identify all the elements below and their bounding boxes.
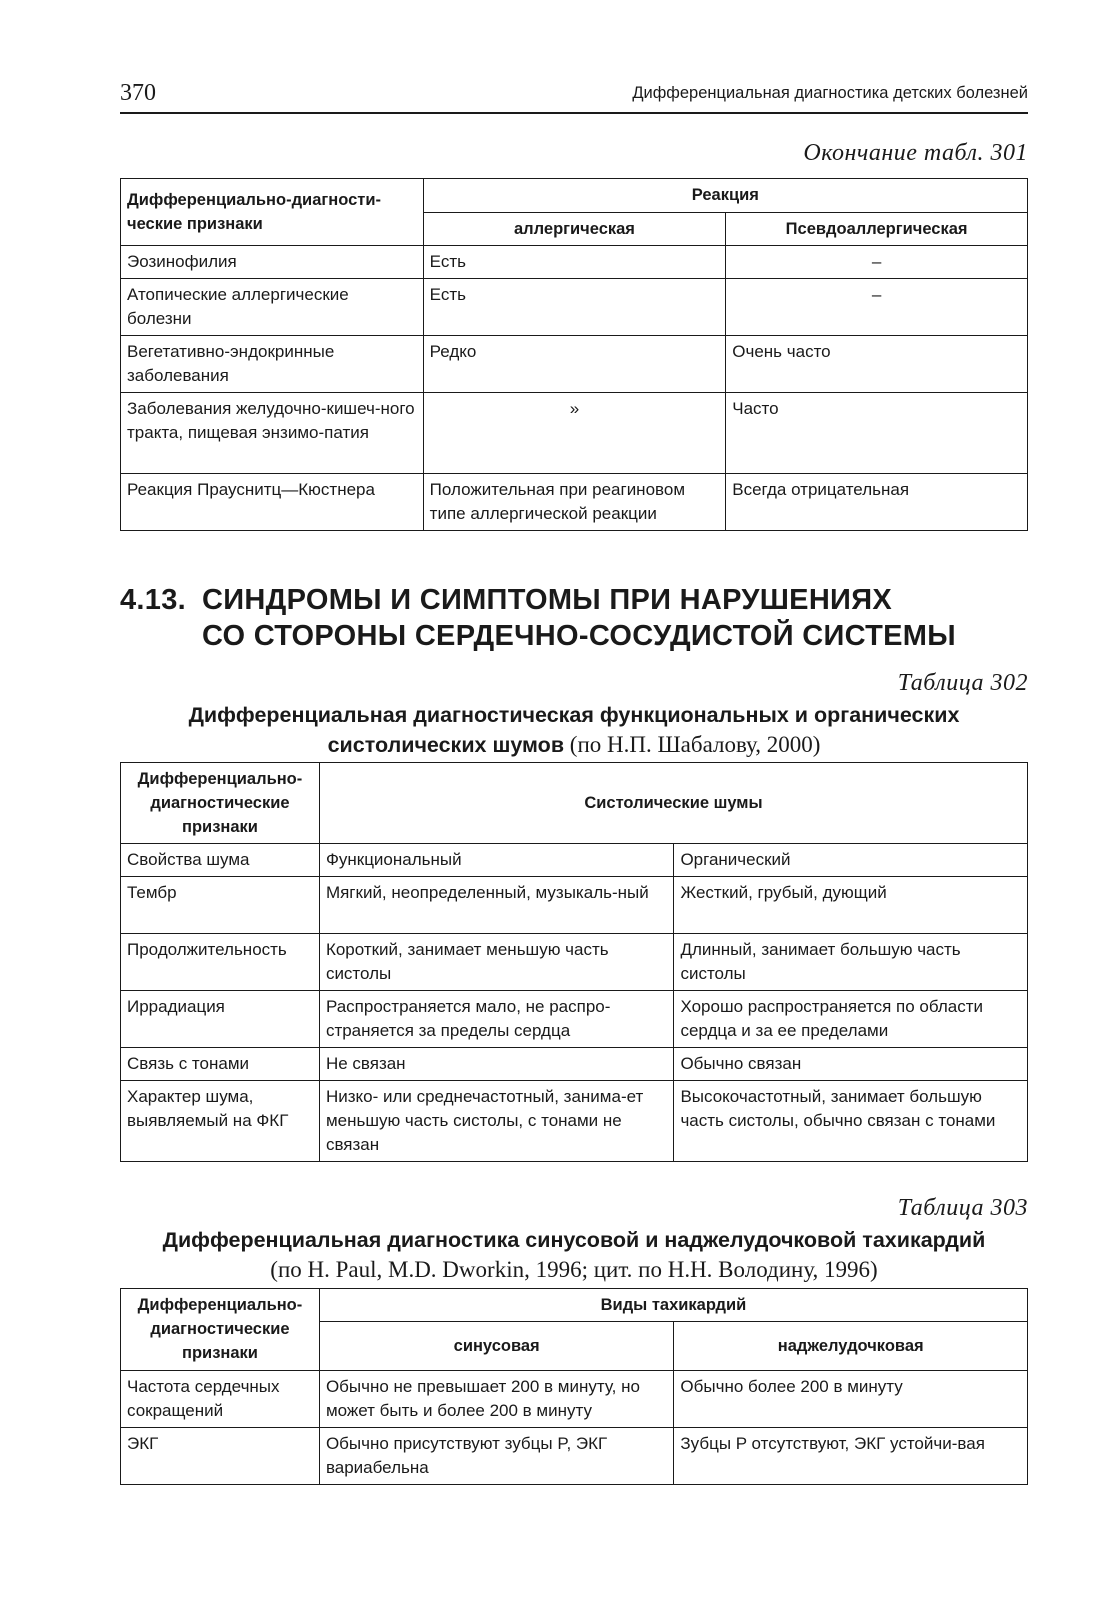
table-row	[121, 336, 1028, 393]
table-cell: Характер шума, выявляемый на ФКГ	[121, 1081, 320, 1162]
table-cell: Атопические аллергические болезни	[121, 279, 424, 336]
table-301-head-reaction: Реакция	[423, 179, 1027, 213]
table-303-head-sinus: синусовая	[319, 1322, 673, 1371]
running-head	[120, 78, 1028, 114]
table-302-title-line2: систолических шумов	[327, 733, 565, 757]
table-row	[121, 877, 1028, 934]
table-cell: Функциональный	[319, 844, 674, 877]
table-cell: Свойства шума	[121, 844, 320, 877]
section-number: 4.13.	[120, 584, 186, 616]
table-cell: »	[423, 393, 726, 474]
table-row	[121, 474, 1028, 531]
table-cell: Тембр	[121, 877, 320, 934]
table-cell: Высокочастотный, занимает большую часть систолы, обычно связан с тонами	[674, 1081, 1028, 1162]
section-title-line2: СО СТОРОНЫ СЕРДЕЧНО-СОСУДИСТОЙ СИСТЕМЫ	[202, 620, 956, 652]
table-302-title-line1: Дифференциальная диагностическая функциональных и органических	[188, 703, 960, 727]
section-title-line1: СИНДРОМЫ И СИМПТОМЫ ПРИ НАРУШЕНИЯХ	[202, 584, 892, 616]
table-row	[121, 393, 1028, 474]
table-cell: Распространяется мало, не распро-страняется за пределы сердца	[319, 991, 674, 1048]
table-cell: Обычно не превышает 200 в минуту, но может быть и более 200 в минуту	[319, 1371, 673, 1428]
table-302	[120, 762, 1028, 1162]
table-cell: Продолжительность	[121, 934, 320, 991]
table-cell: Хорошо распространяется по области сердца и за ее пределами	[674, 991, 1028, 1048]
table-302-caption: Таблица 302	[897, 670, 1028, 696]
table-cell: ЭКГ	[121, 1428, 320, 1485]
table-cell: Обычно более 200 в минуту	[674, 1371, 1028, 1428]
table-303-caption: Таблица 303	[897, 1195, 1028, 1221]
table-row	[121, 934, 1028, 991]
table-cell: Заболевания желудочно-кишеч-ного тракта, пищевая энзимо-патия	[121, 393, 424, 474]
table-303	[120, 1288, 1028, 1485]
table-cell: Мягкий, неопределенный, музыкаль-ный	[319, 877, 674, 934]
table-cell: Органический	[674, 844, 1028, 877]
table-row	[121, 991, 1028, 1048]
table-row	[121, 844, 1028, 877]
section-heading	[120, 582, 956, 654]
table-cell: Частота сердечных сокращений	[121, 1371, 320, 1428]
table-cell: Длинный, занимает большую часть систолы	[674, 934, 1028, 991]
table-cell: Редко	[423, 336, 726, 393]
table-row	[121, 1081, 1028, 1162]
table-303-title	[120, 1226, 1028, 1285]
table-301-head-allergic: аллергическая	[423, 212, 726, 246]
table-303-head-svt: наджелудочковая	[674, 1322, 1028, 1371]
table-cell: –	[726, 279, 1028, 336]
table-cell: Зубцы P отсутствуют, ЭКГ устойчи-вая	[674, 1428, 1028, 1485]
table-cell: Не связан	[319, 1048, 674, 1081]
table-cell: Положительная при реагиновом типе аллергической реакции	[423, 474, 726, 531]
table-302-head-feature: Дифференциально-диагностические признаки	[121, 763, 320, 844]
table-301-head-feature: Дифференциально-диагности-ческие признаки	[121, 179, 424, 246]
table-303-head-types: Виды тахикардий	[319, 1289, 1027, 1322]
table-303-head-feature: Дифференциально-диагностические признаки	[121, 1289, 320, 1371]
table-row	[121, 1428, 1028, 1485]
table-301-caption: Окончание табл. 301	[803, 140, 1028, 166]
table-row	[121, 279, 1028, 336]
table-cell: Эозинофилия	[121, 246, 424, 279]
table-302-title	[120, 701, 1028, 760]
running-title: Дифференциальная диагностика детских болезней	[632, 84, 1028, 102]
table-cell: Обычно связан	[674, 1048, 1028, 1081]
table-303-title-line1: Дифференциальная диагностика синусовой и наджелудочковой тахикардий	[162, 1228, 986, 1252]
page-number: 370	[120, 80, 156, 106]
table-row	[121, 246, 1028, 279]
table-301-head-pseudo: Псевдоаллергическая	[726, 212, 1028, 246]
table-cell: Вегетативно-эндокринные заболевания	[121, 336, 424, 393]
table-303-source: (по H. Paul, M.D. Dworkin, 1996; цит. по Н.Н. Володину, 1996)	[270, 1257, 878, 1282]
table-cell: Короткий, занимает меньшую часть систолы	[319, 934, 674, 991]
table-row	[121, 1048, 1028, 1081]
table-cell: Иррадиация	[121, 991, 320, 1048]
table-cell: Всегда отрицательная	[726, 474, 1028, 531]
table-cell: Есть	[423, 279, 726, 336]
table-cell: Связь с тонами	[121, 1048, 320, 1081]
table-cell: Обычно присутствуют зубцы P, ЭКГ вариабельна	[319, 1428, 673, 1485]
table-302-head-murmurs: Систолические шумы	[319, 763, 1027, 844]
table-cell: Часто	[726, 393, 1028, 474]
table-cell: Реакция Прауснитц—Кюстнера	[121, 474, 424, 531]
table-cell: Жесткий, грубый, дующий	[674, 877, 1028, 934]
table-cell: Низко- или среднечастотный, занима-ет меньшую часть систолы, с тонами не связан	[319, 1081, 674, 1162]
table-cell: Есть	[423, 246, 726, 279]
table-row	[121, 1371, 1028, 1428]
table-cell: –	[726, 246, 1028, 279]
table-cell: Очень часто	[726, 336, 1028, 393]
table-302-source: (по Н.П. Шабалову, 2000)	[564, 732, 821, 757]
table-301	[120, 178, 1028, 531]
